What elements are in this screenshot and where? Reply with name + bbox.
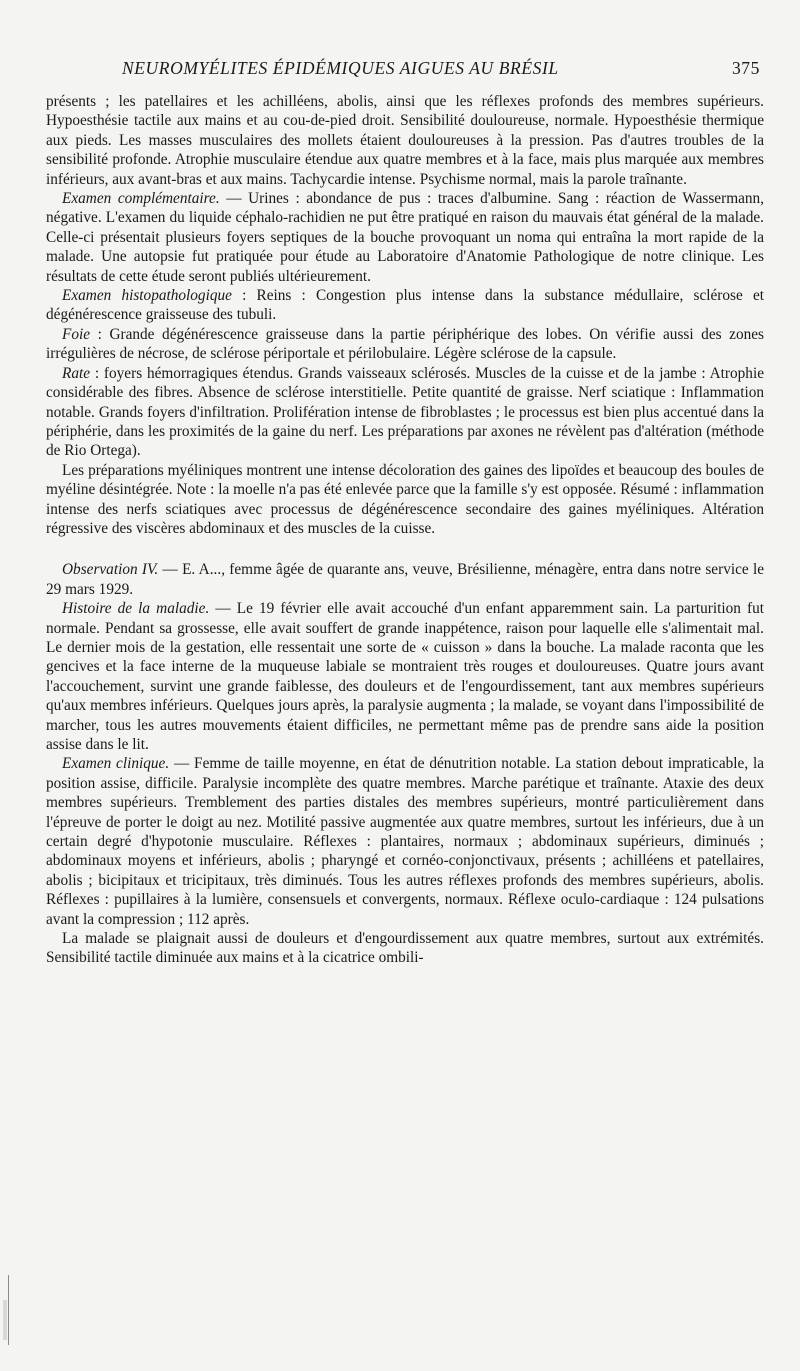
running-title: NEUROMYÉLITES ÉPIDÉMIQUES AIGUES AU BRÉSIL (122, 58, 559, 78)
article-body (46, 92, 764, 968)
paragraph-heading: Examen complémentaire. (62, 190, 220, 208)
page (46, 58, 764, 968)
paragraph-heading: Histoire de la maladie. (62, 600, 210, 618)
paragraph-foie: Foie : Grande dégénérescence graisseuse dans la partie périphérique des lobes. On vérifie aussi des zones irrégulières de nécrose, de sclérose périportale et périlobulaire. Légère sclérose de la capsule. (46, 325, 764, 363)
paragraph-rate: Rate : foyers hémorragiques étendus. Grands vaisseaux sclérosés. Muscles de la cuisse et de la jambe : Atrophie considérable des fibres. Absence de sclérose interstitielle. Petite quantité de graisse. Nerf sciatique : Inflammation notable. Grands foyers d'infiltration. Prolifération intense de fibroblastes ; le processus est bien plus accentué dans la périphérie, dans les proximités de la gaine du nerf. Les préparations par axones ne révèlent pas d'altération (méthode de Rio Ortega). (46, 364, 764, 460)
paragraph-observation-iv: Observation IV. — E. A..., femme âgée de quarante ans, veuve, Brésilienne, ménagère, entra dans notre service le 29 mars 1929. (46, 561, 764, 598)
paragraph-heading: Examen clinique. (62, 755, 170, 773)
paragraph-examen-clinique: Examen clinique. — Femme de taille moyenne, en état de dénutrition notable. La station debout impraticable, la position assise, difficile. Paralysie incomplète des quatre membres. Marche parétique et traînante. Ataxie des deux membres supérieurs. Tremblement des parties distales des membres supérieurs, montré particulièrement dans l'épreuve de porter le doigt au nez. Motilité passive augmentée aux quatre membres, surtout les inférieurs, due à un certain degré d'hypotonie musculaire. Réflexes : plantaires, normaux ; abdominaux supérieurs, diminués ; abdominaux moyens et inférieurs, abolis ; pharyngé et cornéo-conjonctivaux, présents ; achilléens et patellaires, abolis ; bicipitaux et tricipitaux, très diminués. Tous les autres réflexes profonds des membres supérieurs, abolis. Réflexes : pupillaires à la lumière, consensuels et convergents, normaux. Réflexe oculo-cardiaque : 124 pulsations avant la compression ; 112 après. (46, 755, 764, 928)
running-header (46, 58, 764, 84)
section-gap (46, 538, 764, 560)
page-number: 375 (731, 58, 760, 78)
paragraph-heading: Rate (62, 364, 91, 382)
paragraph-heading: Observation IV. (62, 561, 159, 579)
paragraph-examen-histopathologique: Examen histopathologique : Reins : Congestion plus intense dans la substance médullaire, sclérose et dégénérescence graisseuse des tubuli. (46, 287, 764, 324)
paragraph-heading: Examen histopathologique (62, 287, 232, 305)
paragraph-examen-complementaire: Examen complémentaire. — Urines : abondance de pus : traces d'albumine. Sang : réaction de Wassermann, négative. L'examen du liquide céphalo-rachidien ne put être pratiqué en raison du mauvais état général de la malade. Celle-ci présentait plusieurs foyers septiques de la bouche provoquant un noma qui entraîna la mort rapide de la malade. Une autopsie fut pratiquée pour étude au Laboratoire d'Anatomie Pathologique de notre clinique. Les résultats de cette étude seront publiés ultérieurement. (46, 190, 764, 285)
paragraph-heading: Foie (62, 325, 91, 343)
paragraph-douleurs: La malade se plaignait aussi de douleurs et d'engourdissement aux quatre membres, surtout aux extrémités. Sensibilité tactile diminuée aux mains et à la cicatrice ombili- (46, 930, 764, 967)
paragraph-continued: présents ; les patellaires et les achilléens, abolis, ainsi que les réflexes profonds des membres supérieurs. Hypoesthésie tactile aux mains et au cou-de-pied droit. Sensibilité douloureuse, normale. Hypoesthésie thermique aux pieds. Les masses musculaires des mollets étaient douloureuses à la pression. Pas d'autres troubles de la sensibilité profonde. Atrophie musculaire étendue aux quatre membres et à la face, mais plus marquée aux membres inférieurs, aux avant-bras et aux mains. Tachycardie intense. Psychisme normal, mais la parole traînante. (46, 93, 764, 188)
paragraph-preparations: Les préparations myéliniques montrent une intense décoloration des gaines des lipoïdes et beaucoup des boules de myéline désintégrée. Note : la moelle n'a pas été enlevée parce que la famille s'y est opposée. Résumé : inflammation intense des nerfs sciatiques avec processus de dégénérescence secondaire des gaines myéliniques. Altération régressive des viscères abdominaux et des muscles de la cuisse. (46, 461, 764, 537)
scan-edge-shadow (3, 1300, 7, 1340)
paragraph-histoire: Histoire de la maladie. — Le 19 février elle avait accouché d'un enfant apparemment sain. La parturition fut normale. Pendant sa grossesse, elle avait souffert de grande inappétence, raison pour laquelle elle s'alimentait mal. Le dernier mois de la gestation, elle ressentait une sorte de « cuisson » dans la bouche. La malade raconta que les gencives et la face interne de la muqueuse labiale se montraient très rouges et douloureuses. Quatre jours avant l'accouchement, survint une grande faiblesse, des douleurs et de l'engourdissement, tant aux membres supérieurs qu'aux membres inférieurs. Quelques jours après, la paralysie augmenta ; la malade, se voyant dans l'impossibilité de marcher, tous les autres mouvements étaient difficiles, ne permettant même pas de prendre sans aide la position assise dans le lit. (46, 600, 764, 753)
scan-edge-line (8, 1275, 9, 1345)
